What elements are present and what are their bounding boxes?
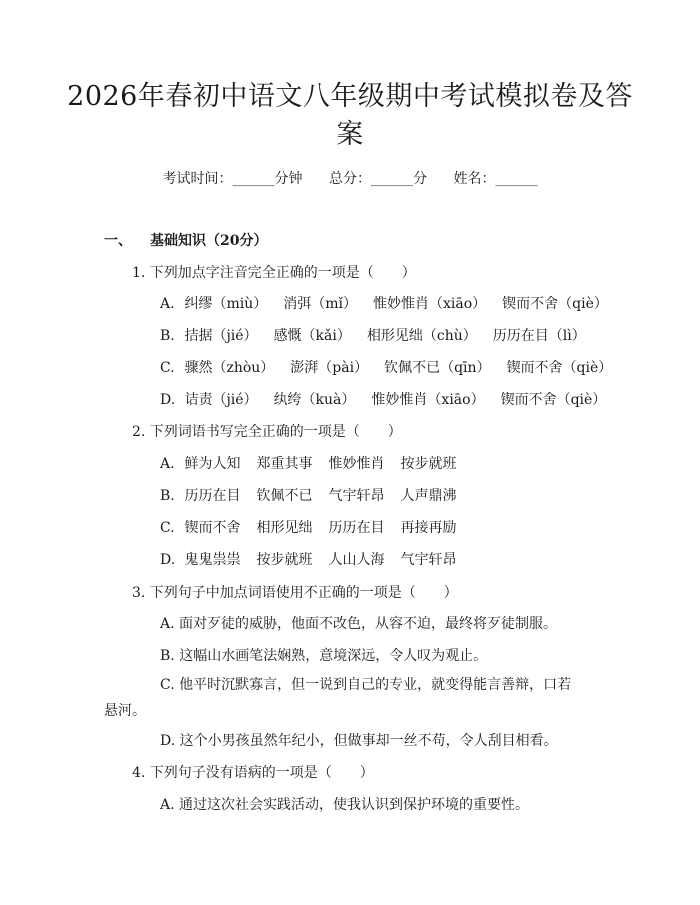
option-word: 感慨（kǎi） bbox=[273, 328, 351, 344]
option-word: 相形见绌 bbox=[256, 520, 313, 536]
question-3-option-d: D. 这个小男孩虽然年纪小，但做事却一丝不苟，令人刮目相看。 bbox=[160, 733, 558, 749]
section-number: 一、 bbox=[104, 233, 132, 249]
option-word: 钦佩不已（qīn） bbox=[384, 360, 491, 376]
question-2-option-c bbox=[160, 517, 456, 537]
option-letter: A. bbox=[160, 296, 175, 312]
option-word: 纨绔（kuà） bbox=[273, 392, 356, 408]
question-1-option-a bbox=[160, 293, 608, 313]
section-heading bbox=[104, 230, 267, 250]
option-word: 鬼鬼祟祟 bbox=[184, 552, 241, 568]
option-letter: C. bbox=[160, 360, 175, 376]
option-word: 历历在目（lì） bbox=[492, 328, 586, 344]
option-word: 锲而不舍（qiè） bbox=[502, 296, 608, 312]
option-word: 锲而不舍（qiè） bbox=[506, 360, 613, 376]
question-3-stem: 3. 下列句子中加点词语使用不正确的一项是（ ） bbox=[132, 585, 458, 601]
option-word: 郑重其事 bbox=[256, 456, 313, 472]
section-label: 基础知识（20分） bbox=[150, 233, 268, 249]
option-word: 拮据（jié） bbox=[184, 328, 258, 344]
option-letter: D. bbox=[160, 552, 176, 568]
option-letter: A. bbox=[160, 456, 175, 472]
question-4-option-a: A. 通过这次社会实践活动，使我认识到保护环境的重要性。 bbox=[160, 797, 530, 813]
option-word: 骤然（zhòu） bbox=[184, 360, 275, 376]
option-word: 相形见绌（chù） bbox=[366, 328, 477, 344]
exam-time-field: 考试时间：______分钟 bbox=[162, 171, 303, 187]
question-1-option-c bbox=[160, 357, 612, 377]
question-1-stem: 1. 下列加点字注音完全正确的一项是（ ） bbox=[132, 265, 416, 281]
option-word: 人声鼎沸 bbox=[400, 488, 457, 504]
option-word: 消弭（mǐ） bbox=[283, 296, 357, 312]
option-letter: B. bbox=[160, 328, 175, 344]
option-word: 气宇轩昂 bbox=[400, 552, 457, 568]
option-word: 锲而不舍 bbox=[184, 520, 241, 536]
option-word: 惟妙惟肖 bbox=[328, 456, 385, 472]
question-2-option-b bbox=[160, 485, 456, 505]
total-score-field: 总分：______分 bbox=[329, 171, 427, 187]
option-word: 按步就班 bbox=[400, 456, 457, 472]
option-word: 再接再励 bbox=[400, 520, 457, 536]
question-2-option-d bbox=[160, 549, 456, 569]
question-3-option-b: B. 这幅山水画笔法娴熟，意境深远，令人叹为观止。 bbox=[160, 648, 488, 664]
question-3-option-a: A. 面对歹徒的威胁，他面不改色，从容不迫，最终将歹徒制服。 bbox=[160, 616, 558, 632]
option-letter: B. bbox=[160, 488, 175, 504]
question-1-option-d bbox=[160, 389, 606, 409]
option-letter: D. bbox=[160, 392, 176, 408]
exam-meta bbox=[0, 168, 700, 188]
option-word: 纠缪（miù） bbox=[184, 296, 268, 312]
student-name-field: 姓名：______ bbox=[453, 171, 538, 187]
option-word: 鲜为人知 bbox=[184, 456, 241, 472]
option-word: 惟妙惟肖（xiāo） bbox=[371, 392, 485, 408]
option-word: 澎湃（pài） bbox=[290, 360, 369, 376]
option-word: 诘责（jié） bbox=[184, 392, 258, 408]
option-word: 人山人海 bbox=[328, 552, 385, 568]
question-3-option-c: C. 他平时沉默寡言，但一说到自己的专业，就变得能言善辩，口若悬河。 bbox=[104, 677, 572, 719]
option-word: 惟妙惟肖（xiāo） bbox=[373, 296, 487, 312]
option-word: 历历在目 bbox=[328, 520, 385, 536]
option-letter: C. bbox=[160, 520, 175, 536]
option-word: 历历在目 bbox=[184, 488, 241, 504]
question-1-option-b bbox=[160, 325, 586, 345]
question-4-stem: 4. 下列句子没有语病的一项是（ ） bbox=[132, 765, 374, 781]
option-word: 钦佩不已 bbox=[256, 488, 313, 504]
option-word: 锲而不舍（qiè） bbox=[500, 392, 607, 408]
option-word: 按步就班 bbox=[256, 552, 313, 568]
option-word: 气宇轩昂 bbox=[328, 488, 385, 504]
question-2-stem: 2. 下列词语书写完全正确的一项是（ ） bbox=[132, 424, 402, 440]
exam-title: 2026年春初中语文八年级期中考试模拟卷及答案 bbox=[67, 81, 633, 150]
question-2-option-a bbox=[160, 453, 456, 473]
